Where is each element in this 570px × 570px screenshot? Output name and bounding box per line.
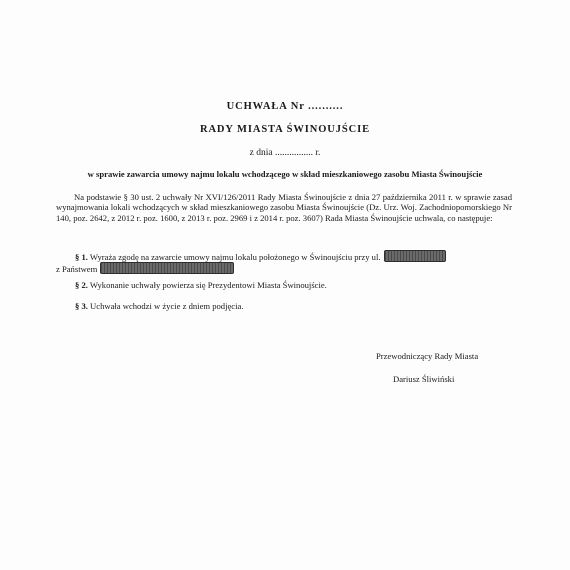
section-1-continued (56, 262, 234, 274)
section-3-text: Uchwała wchodzi w życie z dniem podjęcia. (90, 301, 244, 311)
redacted-name (100, 262, 234, 274)
section-1-number: § 1. (75, 252, 88, 262)
section-3-number: § 3. (75, 301, 88, 311)
resolution-title: UCHWAŁA Nr .......... (226, 101, 344, 112)
section-1 (75, 250, 446, 262)
section-2 (75, 280, 327, 290)
signature-title: Przewodniczący Rady Miasta (376, 351, 479, 361)
section-1-text-2: z Państwem (56, 264, 98, 274)
date-line: z dnia ................ r. (249, 148, 321, 158)
section-2-text: Wykonanie uchwały powierza się Prezydentowi Miasta Świnoujście. (89, 280, 327, 290)
redacted-address (384, 250, 446, 262)
section-3 (75, 301, 243, 311)
section-2-number: § 2. (75, 280, 88, 290)
preamble-paragraph: Na podstawie § 30 ust. 2 uchwały Nr XVI/126/2011 Rady Miasta Świnoujście z dnia 27 października 2011 r. w sprawie zasad wynajmowania lokali wchodzących w skład mieszkaniowego zasobu Miasta Świnoujście (Dz. Urz. Woj. Zachodniopomorskiego Nr 140, poz. 2642, z 2012 r. poz. 1600, z 2013 r. poz. 2969 i z 2014 r. poz. 3607) Rada Miasta Świnoujście uchwala, co następuje: (56, 192, 512, 223)
issuer-heading: RADY MIASTA ŚWINOUJŚCIE (199, 124, 371, 135)
section-1-text: Wyraża zgodę na zawarcie umowy najmu lokalu położonego w Świnoujściu przy ul. (89, 252, 381, 262)
subject-line: w sprawie zawarcia umowy najmu lokalu wchodzącego w skład mieszkaniowego zasobu Miasta Świnoujście (87, 169, 483, 179)
signature-name: Dariusz Śliwiński (393, 374, 455, 384)
